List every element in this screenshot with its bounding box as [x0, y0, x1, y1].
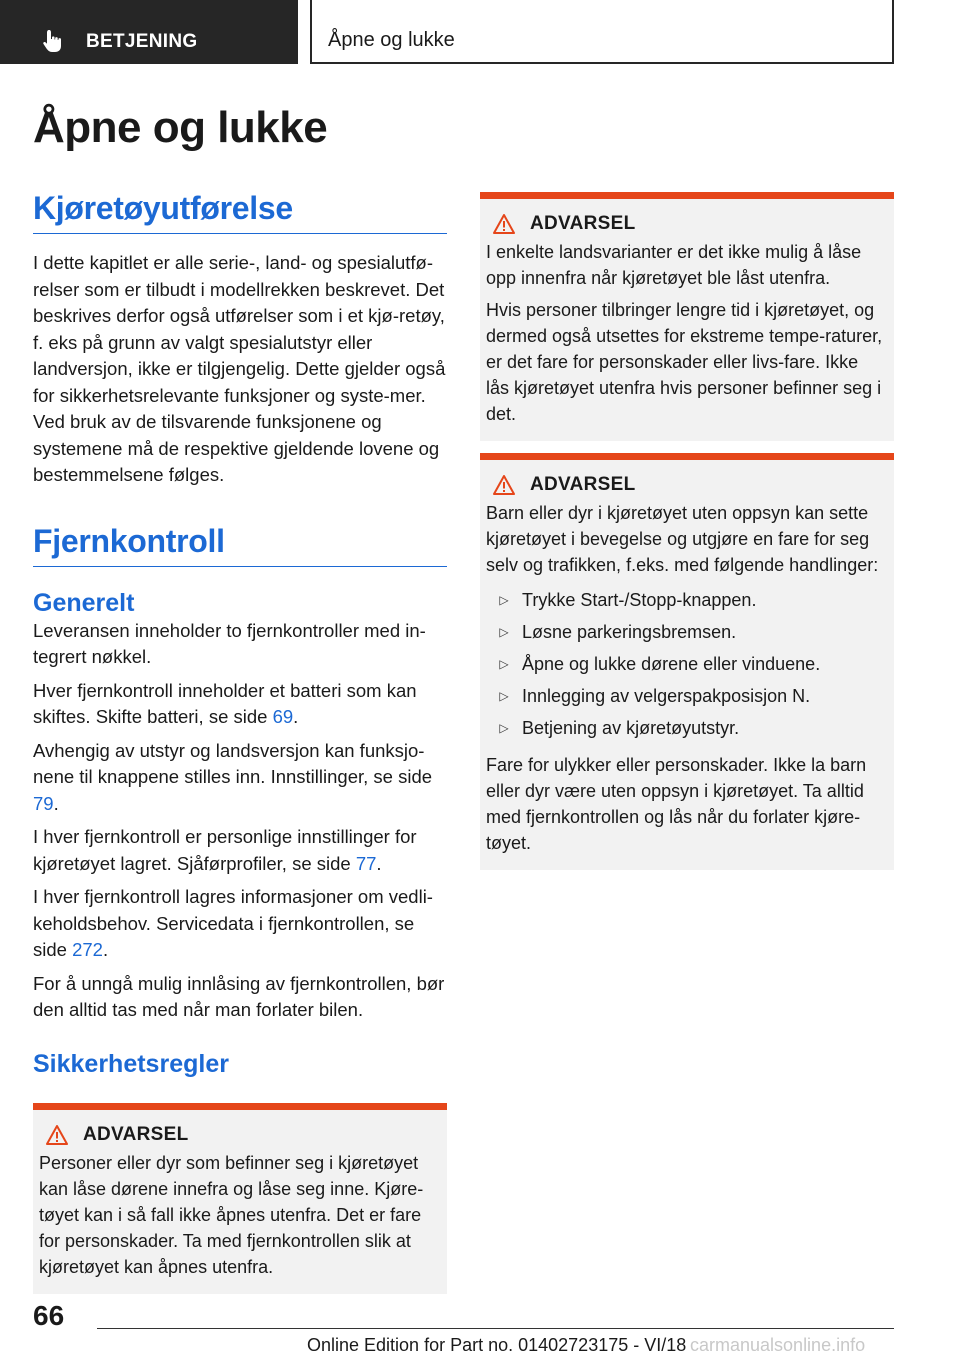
list-item [486, 680, 886, 712]
bullet-triangle-icon: ▷ [499, 625, 509, 639]
page-title: Åpne og lukke [33, 103, 328, 152]
list-item [486, 616, 886, 648]
heading-general: Generelt [33, 588, 135, 617]
right-column [480, 192, 894, 870]
section-tab[interactable] [0, 0, 298, 64]
warning-triangle-icon [492, 474, 516, 496]
warning-title: ADVARSEL [83, 1123, 189, 1145]
paragraph-delivery: Leveransen inneholder to fjernkontroller med in-tegrert nøkkel. [33, 619, 426, 667]
warning-box-3 [480, 453, 894, 870]
breadcrumb [310, 0, 894, 64]
list-item-text: Betjening av kjøretøyutstyr. [522, 718, 740, 738]
footer-edition: Online Edition for Part no. 01402723175 - VI/18 [307, 1335, 687, 1355]
warning-text: Personer eller dyr som befinner seg i kjøretøyet kan låse dørene innefra og låse seg inne. Kjøre-tøyet kan i så fall ikke åpnes utenfra. Det er fare for personskader. Ta med fjernkontrollen slik at kjøretøyet kan åpnes utenfra. [39, 1152, 424, 1277]
warning-intro: Barn eller dyr i kjøretøyet uten oppsyn kan sette kjøretøyet i bevegelse og utgjøre en fare for seg selv og trafikken, f.eks. med følgende handlinger: [486, 503, 879, 575]
paragraph-service: I hver fjernkontroll lagres informasjoner om vedli-keholdsbehov. Servicedata i fjernkontrollen, se side 272. [33, 886, 433, 960]
list-item-text: Innlegging av velgerspakposisjon N. [522, 686, 811, 706]
list-item [486, 712, 886, 744]
warning-text-locking: I enkelte landsvarianter er det ikke mulig å låse opp innenfra når kjøretøyet ble låst utenfra. [486, 242, 862, 288]
service-text: I hver fjernkontroll lagres informasjoner om vedli-keholdsbehov. Servicedata i fjernkontrollen, se side [33, 886, 433, 960]
warning-box-1 [33, 1103, 447, 1294]
warning-outro: Fare for ulykker eller personskader. Ikke la barn eller dyr være uten oppsyn i kjøretøyet. Ta alltid med fjernkontrollen og lås når du forlater kjøre-tøyet. [486, 755, 867, 853]
left-column [33, 190, 447, 1294]
list-item [486, 584, 886, 616]
warning-triangle-icon [492, 213, 516, 235]
warning-triangle-icon [45, 1124, 69, 1146]
buttons-text: Avhengig av utstyr og landsversjon kan funksjo-nene til knappene stilles inn. Innstillinger, se side [33, 739, 433, 787]
warning-text-temperature: Hvis personer tilbringer lengre tid i kjøretøyet, og dermed også utsettes for ekstreme tempe-raturer, er det fare for personskader eller livs-fare. Ikke lås kjøretøyet utenfra hvis personer befinner seg i det. [486, 300, 883, 424]
heading-remote: Fjernkontroll [33, 523, 447, 567]
vehicle-version-text: I dette kapitlet er alle serie-, land- og spesialutfø-relser som er tilbudt i modellrekken beskrevet. Det beskrives derfor også utførelser som i et kjø-retøy, f. eks på grunn av valgt spesialutstyr eller landversjon, ikke er tilgjengelig. Dette gjelder også for sikkerhetsrelevante funksjoner og syste-mer. Ved bruk av de tilsvarende funksjonene og systemene må de respektive gjeldende lovene og bestemmelsene følges. [33, 252, 446, 485]
warning-box-2 [480, 192, 894, 441]
bullet-triangle-icon: ▷ [499, 721, 509, 735]
hand-pointer-icon [40, 28, 66, 54]
page-link-79[interactable]: 79 [33, 792, 54, 814]
paragraph-settings: I hver fjernkontroll er personlige innstillinger for kjøretøyet lagret. Sjåførprofiler, se side 77. [33, 826, 417, 874]
footer-watermark: carmanualsonline.info [690, 1335, 866, 1355]
warning-title: ADVARSEL [530, 213, 636, 234]
page-number: 66 [33, 1300, 65, 1331]
bullet-triangle-icon: ▷ [499, 593, 509, 607]
breadcrumb-label: Åpne og lukke [328, 29, 455, 51]
paragraph-buttons: Avhengig av utstyr og landsversjon kan funksjo-nene til knappene stilles inn. Innstillinger, se side 79. [33, 739, 433, 814]
page-link-77[interactable]: 77 [355, 852, 377, 874]
heading-safety: Sikkerhetsregler [33, 1049, 229, 1078]
list-item-text: Åpne og lukke dørene eller vinduene. [522, 654, 821, 674]
heading-vehicle-version: Kjøretøyutførelse [33, 190, 447, 234]
list-item [486, 648, 886, 680]
paragraph-lockout: For å unngå mulig innlåsing av fjernkontrollen, bør den alltid tas med når man forlater bilen. [33, 972, 445, 1020]
action-list [486, 584, 886, 744]
settings-text: I hver fjernkontroll er personlige innstillinger for kjøretøyet lagret. Sjåførprofiler, se side [33, 826, 417, 874]
section-label: BETJENING [86, 31, 198, 52]
list-item-text: Løsne parkeringsbremsen. [522, 622, 737, 642]
bullet-triangle-icon: ▷ [499, 689, 509, 703]
page-link-272[interactable]: 272 [72, 939, 103, 960]
page-link-69[interactable]: 69 [272, 706, 294, 727]
list-item-text: Trykke Start-/Stopp-knappen. [522, 590, 757, 610]
battery-text: Hver fjernkontroll inneholder et batteri som kan skiftes. Skifte batteri, se side [33, 679, 417, 727]
bullet-triangle-icon: ▷ [499, 657, 509, 671]
footer-divider [97, 1328, 894, 1329]
paragraph-battery: Hver fjernkontroll inneholder et batteri som kan skiftes. Skifte batteri, se side 69. [33, 679, 417, 727]
warning-title: ADVARSEL [530, 474, 636, 495]
